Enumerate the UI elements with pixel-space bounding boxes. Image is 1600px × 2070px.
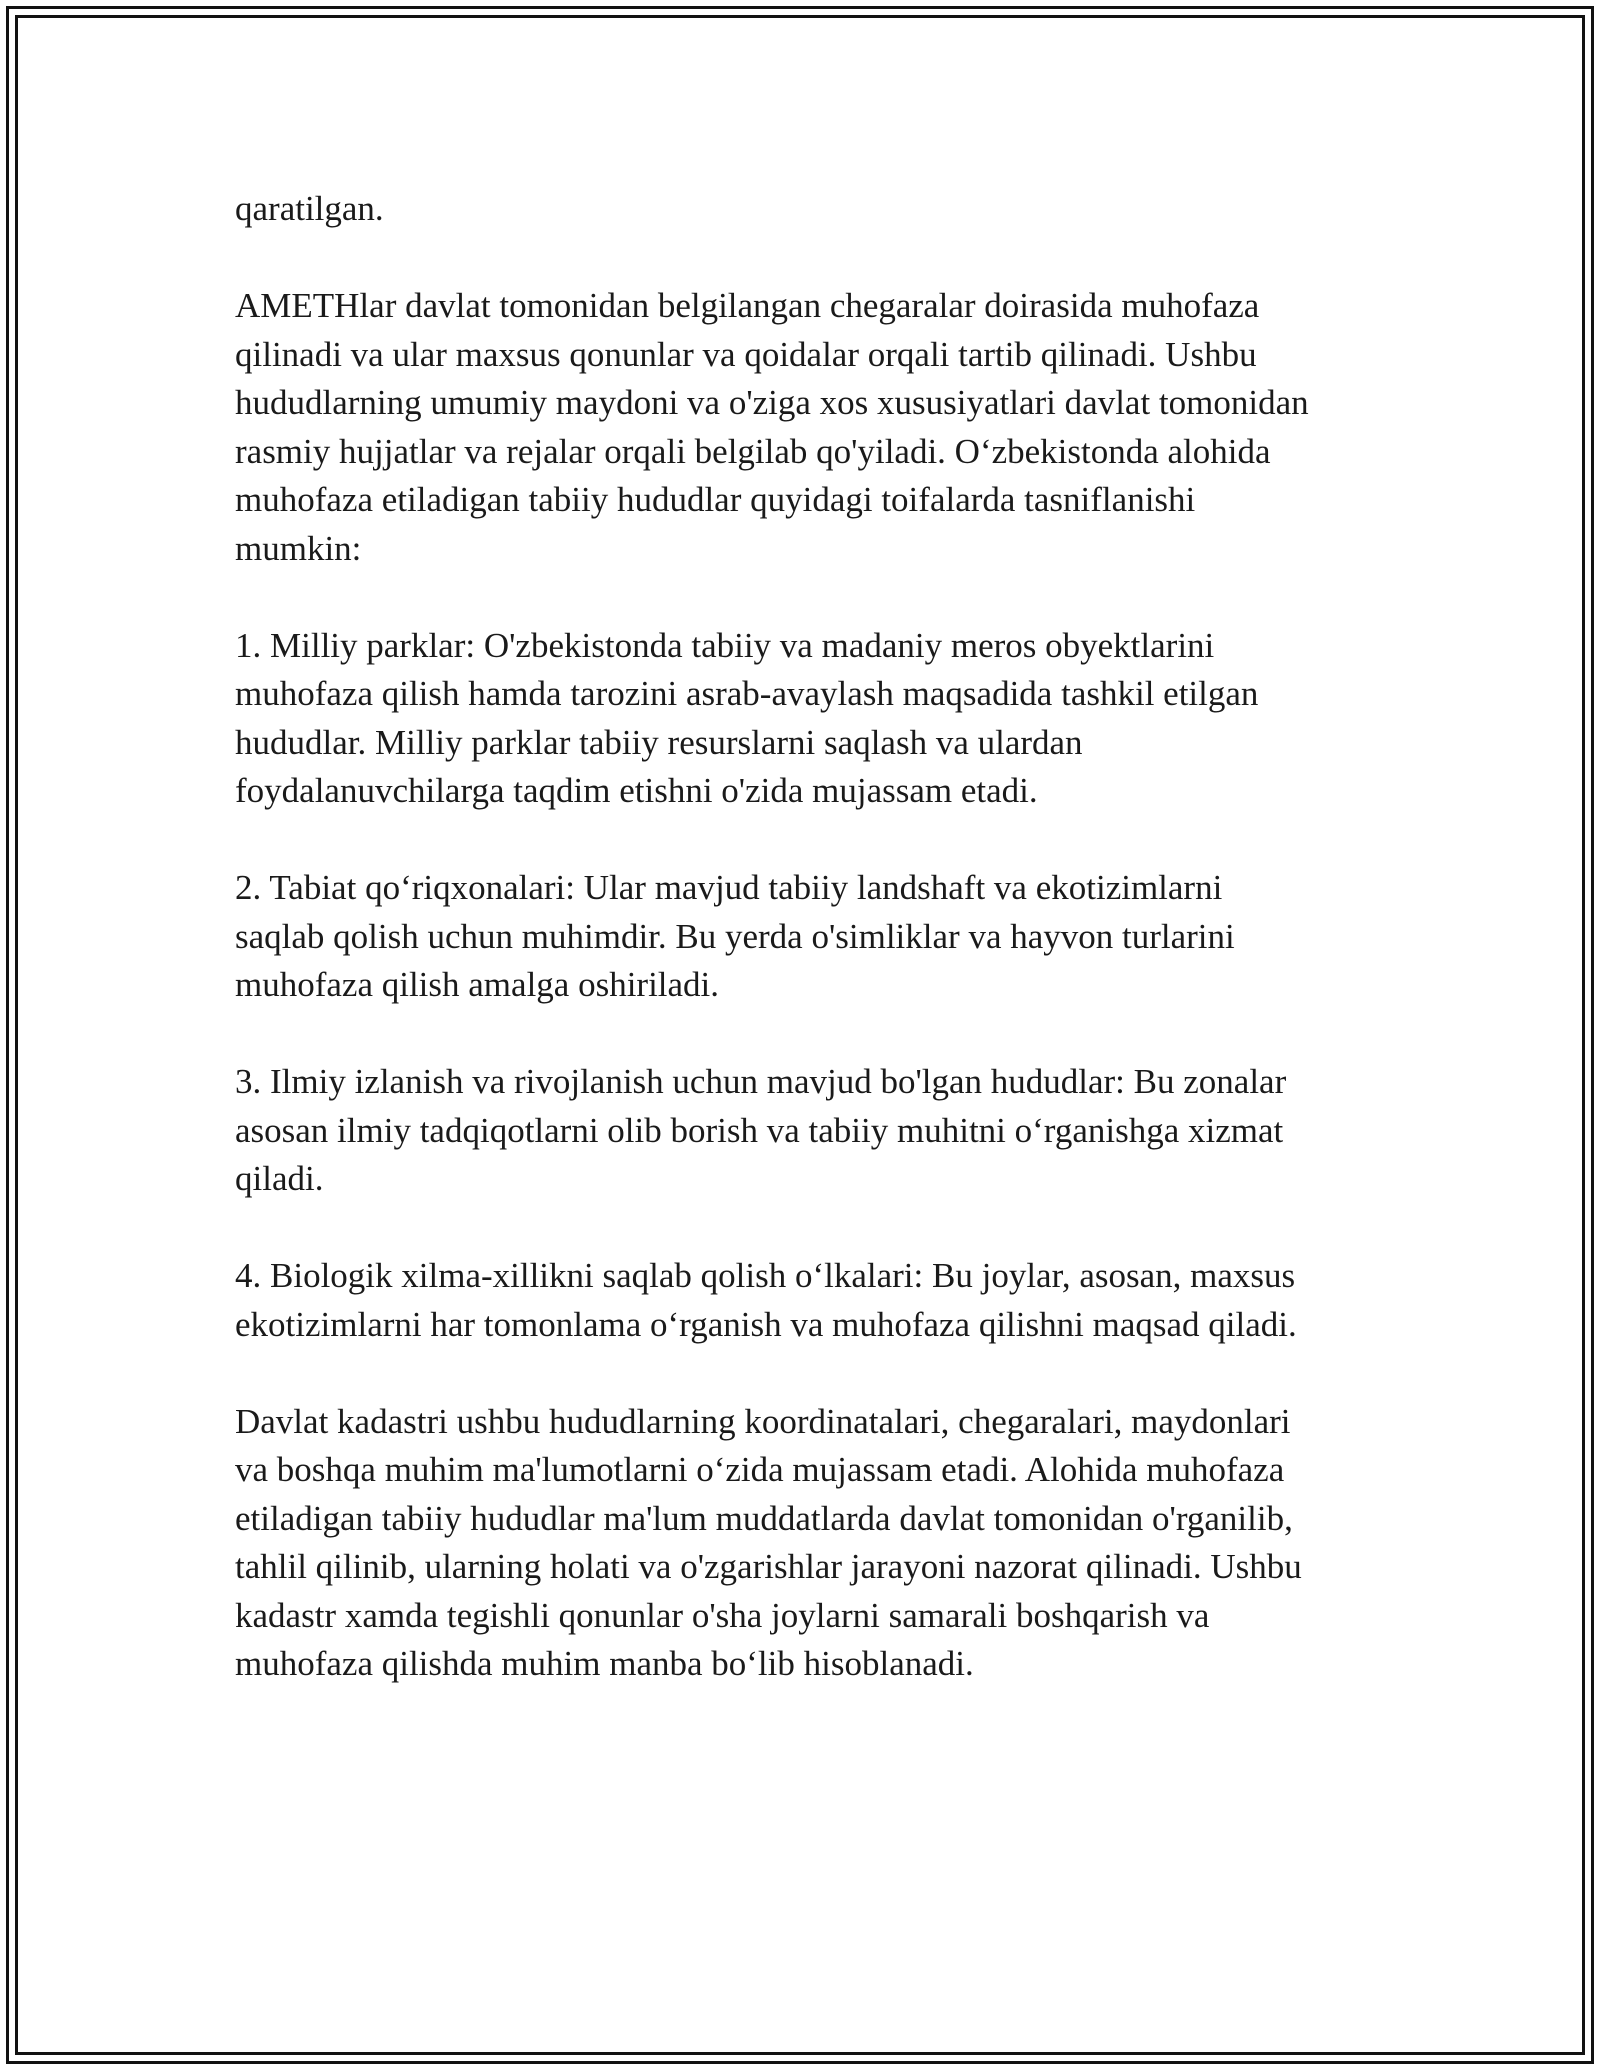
list-item-tabiat-qoriqxonalari: 2. Tabiat qoʻriqxonalari: Ular mavjud tabiiy landshaft va ekotizimlarni saqlab qolish uchun muhimdir. Bu yerda o'simliklar va hayvon turlarini muhofaza qilish amalga oshiriladi. [235, 868, 1235, 1004]
list-item-milliy-parklar: 1. Milliy parklar: O'zbekistonda tabiiy va madaniy meros obyektlarini muhofaza qilish hamda tarozini asrab-avaylash maqsadida tashkil etilgan hududlar. Milliy parklar tabiiy resurslarni saqlash va ulardan foydalanuvchilarga taqdim etishni o'zida mujassam etadi. [235, 625, 1259, 810]
list-item-biologik-xilma-xillik: 4. Biologik xilma-xillikni saqlab qolish oʻlkalari: Bu joylar, asosan, maxsus ekotizimlarni har tomonlama oʻrganish va muhofaza qilishni maqsad qiladi. [235, 1256, 1297, 1344]
paragraph-continuation: qaratilgan. [235, 189, 384, 228]
paragraph-davlat-kadastri: Davlat kadastri ushbu hududlarning koordinatalari, chegaralari, maydonlari va boshqa muhim ma'lumotlarni oʻzida mujassam etadi. Alohida muhofaza etiladigan tabiiy hududlar ma'lum muddatlarda davlat tomonidan o'rganilib, tahlil qilinib, ularning holati va o'zgarishlar jarayoni nazorat qilinadi. Ushbu kadastr xamda tegishli qonunlar o'sha joylarni samarali boshqarish va muhofaza qilishda muhim manba boʻlib hisoblanadi. [235, 1401, 1302, 1683]
document-body [235, 185, 1375, 1737]
paragraph-intro: AMETHlar davlat tomonidan belgilangan chegaralar doirasida muhofaza qilinadi va ular maxsus qonunlar va qoidalar orqali tartib qilinadi. Ushbu hududlarning umumiy maydoni va o'ziga xos xususiyatlari davlat tomonidan rasmiy hujjatlar va rejalar orqali belgilab qo'yiladi. Oʻzbekistonda alohida muhofaza etiladigan tabiiy hududlar quyidagi toifalarda tasniflanishi mumkin: [235, 286, 1309, 568]
list-item-ilmiy-izlanish: 3. Ilmiy izlanish va rivojlanish uchun mavjud bo'lgan hududlar: Bu zonalar asosan ilmiy tadqiqotlarni olib borish va tabiiy muhitni oʻrganishga xizmat qiladi. [235, 1062, 1287, 1198]
